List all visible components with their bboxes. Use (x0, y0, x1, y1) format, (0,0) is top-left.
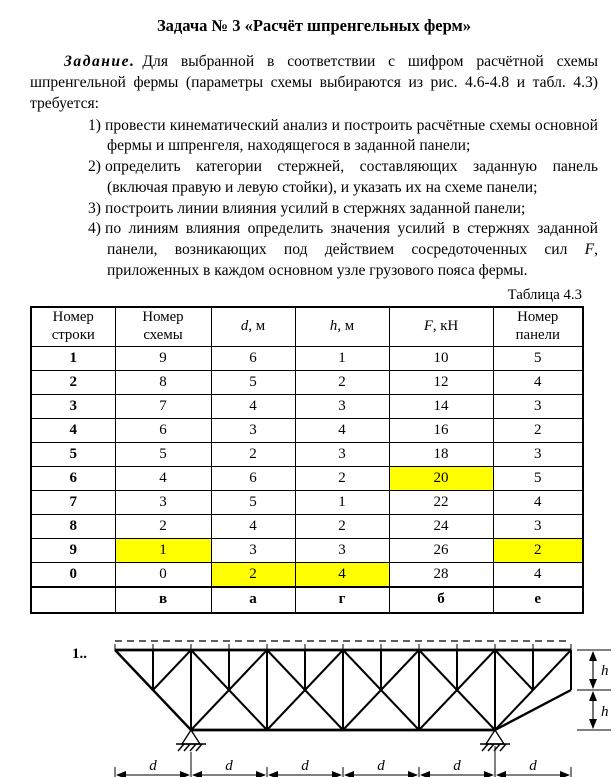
table-row (31, 442, 583, 466)
value-cell: 5 (211, 370, 295, 394)
letter-cell: г (295, 587, 389, 613)
row-number-cell: 0 (31, 562, 115, 587)
value-cell: 6 (211, 346, 295, 370)
value-cell: 2 (295, 370, 389, 394)
d-dim-label: d (225, 757, 233, 774)
truss-web-members (115, 650, 571, 730)
task-list (30, 116, 598, 282)
letter-cell (31, 587, 115, 613)
value-cell: 1 (115, 538, 211, 562)
value-cell: 0 (115, 562, 211, 587)
value-cell: 3 (211, 538, 295, 562)
value-cell: 3 (493, 442, 583, 466)
col-header-scheme-number (115, 307, 211, 347)
letter-cell: в (115, 587, 211, 613)
header-line: схемы (143, 326, 183, 343)
value-cell: 4 (493, 490, 583, 514)
value-cell: 6 (211, 466, 295, 490)
row-number-cell: 6 (31, 466, 115, 490)
header-line: Номер (517, 309, 559, 326)
right-inclined-chord (495, 690, 571, 730)
item-text: провести кинематический анализ и построить расчётные схемы основной фермы и шпренгеля, находящегося в заданной панели; (105, 116, 598, 155)
height-dimension (577, 650, 611, 730)
header-line: Номер (142, 309, 184, 326)
col-header-panel-number (493, 307, 583, 347)
header-unit: , м (248, 317, 266, 334)
table-row (31, 562, 583, 587)
value-cell: 28 (389, 562, 493, 587)
d-dim-label: d (529, 757, 537, 774)
value-cell: 5 (493, 466, 583, 490)
letter-cell: а (211, 587, 295, 613)
value-cell: 4 (493, 562, 583, 587)
table-header (31, 307, 583, 347)
col-header-row-number (31, 307, 115, 347)
value-cell: 5 (115, 442, 211, 466)
header-symbol: d (240, 317, 249, 334)
value-cell: 3 (115, 490, 211, 514)
table-footer (31, 587, 583, 613)
item-number: 1) (88, 116, 101, 134)
item-text-before: по линиям влияния определить значения усилий в стержнях заданной панели, возникающих под действием сосредоточенных сил (105, 220, 598, 259)
value-cell: 5 (211, 490, 295, 514)
item-number: 3) (88, 199, 101, 217)
task-label: Задание. (64, 53, 136, 70)
page-title: Задача № 3 «Расчёт шпренгельных ферм» (156, 16, 472, 35)
value-cell: 6 (115, 418, 211, 442)
header-unit: , кН (432, 317, 459, 334)
dim-ticks (115, 746, 571, 777)
item-number: 4) (88, 220, 101, 238)
task-item-3 (30, 199, 598, 220)
value-cell: 2 (115, 514, 211, 538)
value-cell: 16 (389, 418, 493, 442)
value-cell: 1 (295, 346, 389, 370)
row-number-cell: 1 (31, 346, 115, 370)
value-cell: 4 (493, 370, 583, 394)
value-cell: 2 (493, 418, 583, 442)
item-text: определить категории стержней, составляющих заданную панель (включая правую и левую стойки), и указать их на схеме панели; (105, 158, 598, 196)
value-cell: 4 (211, 394, 295, 418)
truss-figure (30, 628, 609, 777)
task-item-2 (30, 157, 598, 198)
parameters-table (30, 306, 584, 614)
value-cell: 3 (295, 538, 389, 562)
value-cell: 1 (295, 490, 389, 514)
value-cell: 10 (389, 346, 493, 370)
letters-row (31, 587, 583, 613)
value-cell: 3 (295, 442, 389, 466)
letter-cell: е (493, 587, 583, 613)
table-caption: Таблица 4.3 (507, 286, 582, 303)
truss-diagram (30, 628, 614, 777)
value-cell: 4 (211, 514, 295, 538)
row-number-cell: 4 (31, 418, 115, 442)
d-dim-label: d (301, 757, 309, 774)
scheme-number-label: 1.. (72, 645, 87, 662)
value-cell: 4 (115, 466, 211, 490)
value-cell: 14 (389, 394, 493, 418)
letter-cell: б (389, 587, 493, 613)
table-row (31, 466, 583, 490)
h-dim-label-upper: h (601, 662, 609, 679)
value-cell: 7 (115, 394, 211, 418)
row-number-cell: 3 (31, 394, 115, 418)
d-dim-label: d (453, 757, 461, 774)
value-cell: 3 (295, 394, 389, 418)
header-line: панели (515, 326, 560, 343)
table-row (31, 370, 583, 394)
task-item-1 (30, 116, 598, 157)
value-cell: 22 (389, 490, 493, 514)
table-row (31, 346, 583, 370)
row-number-cell: 9 (31, 538, 115, 562)
value-cell: 2 (295, 466, 389, 490)
header-unit: , м (337, 317, 355, 334)
value-cell: 4 (295, 562, 389, 587)
table-row (31, 418, 583, 442)
row-number-cell: 2 (31, 370, 115, 394)
force-symbol: F (584, 241, 595, 259)
h-dim-label-lower: h (601, 703, 609, 720)
value-cell: 3 (493, 514, 583, 538)
value-cell: 2 (211, 442, 295, 466)
value-cell: 5 (493, 346, 583, 370)
value-cell: 18 (389, 442, 493, 466)
value-cell: 2 (493, 538, 583, 562)
col-header-h (295, 307, 389, 347)
span-dimension (115, 746, 571, 777)
item-text-after: , приложенных в каждом основном узле грузового пояса фермы. (107, 241, 598, 279)
value-cell: 4 (295, 418, 389, 442)
item-text: построить линии влияния усилий в стержнях заданной панели; (105, 199, 526, 217)
value-cell: 12 (389, 370, 493, 394)
left-support-icon (176, 730, 206, 751)
table-row (31, 538, 583, 562)
d-dim-label: d (149, 757, 157, 774)
item-number: 2) (88, 158, 101, 176)
col-header-d (211, 307, 295, 347)
header-symbol: h (329, 317, 338, 334)
value-cell: 24 (389, 514, 493, 538)
d-dim-label: d (377, 757, 385, 774)
table-row (31, 394, 583, 418)
table-row (31, 490, 583, 514)
header-line: строки (51, 326, 95, 343)
task-item-4 (30, 219, 598, 281)
header-line: Номер (52, 309, 94, 326)
value-cell: 3 (211, 418, 295, 442)
row-number-cell: 7 (31, 490, 115, 514)
table-row (31, 514, 583, 538)
value-cell: 2 (211, 562, 295, 587)
header-symbol: F (423, 317, 433, 334)
row-number-cell: 8 (31, 514, 115, 538)
task-paragraph (30, 52, 598, 115)
col-header-F (389, 307, 493, 347)
row-number-cell: 5 (31, 442, 115, 466)
table-body (31, 346, 583, 587)
value-cell: 8 (115, 370, 211, 394)
value-cell: 20 (389, 466, 493, 490)
value-cell: 2 (295, 514, 389, 538)
task-intro-text: Для выбранной в соответствии с шифром расчётной схемы шпренгельной фермы (параметры схемы выбираются из рис. 4.6-4.8 и табл. 4.3) требуется: (30, 53, 598, 112)
value-cell: 26 (389, 538, 493, 562)
value-cell: 9 (115, 346, 211, 370)
value-cell: 3 (493, 394, 583, 418)
